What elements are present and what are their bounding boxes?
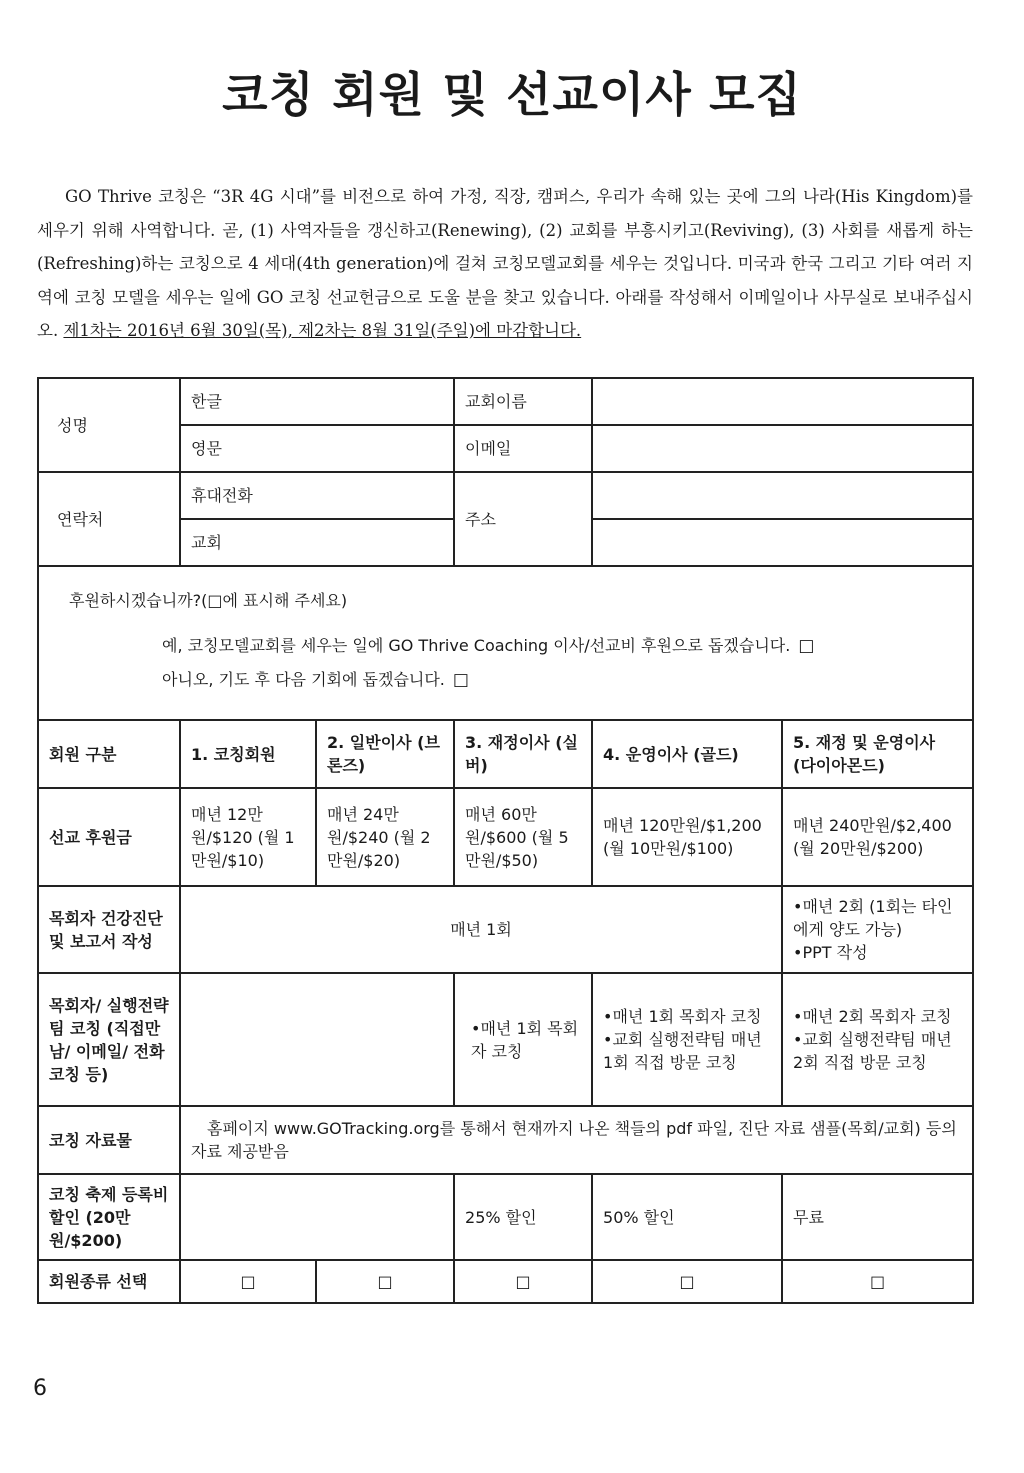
coaching-tier-3	[454, 973, 592, 1106]
tier-4-name: 4. 운영이사 (골드)	[592, 720, 782, 788]
page-number: 6	[33, 1376, 47, 1401]
tier-3-name: 3. 재정이사 (실버)	[454, 720, 592, 788]
church-name-label: 교회이름	[454, 378, 592, 425]
support-section	[38, 566, 973, 720]
coaching-tier-5	[782, 973, 973, 1106]
coaching-tier-4-item: •교회 실행전략팀 매년 1회 직접 방문 코칭	[603, 1030, 762, 1072]
row-label-coaching: 목회자/ 실행전략팀 코칭 (직접만남/ 이메일/ 전화 코칭 등)	[38, 973, 180, 1106]
festival-tier-5: 무료	[782, 1174, 973, 1260]
korean-name-label: 한글	[191, 392, 222, 411]
tier-5-name: 5. 재정 및 운영이사 (다이아몬드)	[782, 720, 973, 788]
address-field-line1[interactable]	[592, 472, 973, 519]
row-label-donation: 선교 후원금	[38, 788, 180, 886]
support-yes-option	[49, 634, 962, 658]
row-label-diagnosis: 목회자 건강진단 및 보고서 작성	[38, 886, 180, 973]
coaching-tier-5-item: •매년 2회 목회자 코칭	[793, 1007, 952, 1026]
row-label-type: 회원 구분	[38, 720, 180, 788]
address-field-line2[interactable]	[592, 519, 973, 566]
festival-tier-4: 50% 할인	[592, 1174, 782, 1260]
diagnosis-tier-5-item: •PPT 작성	[793, 943, 868, 962]
festival-tier-3: 25% 할인	[454, 1174, 592, 1260]
support-no-option	[49, 668, 962, 692]
festival-tier-1-2	[180, 1174, 454, 1260]
diagnosis-tier-5	[782, 886, 973, 973]
mobile-label: 휴대전화	[191, 486, 253, 505]
coaching-tier-4	[592, 973, 782, 1106]
intro-text: GO Thrive 코칭은 “3R 4G 시대”를 비전으로 하여 가정, 직장, 캠퍼스, 우리가 속해 있는 곳에 그의 나라(His Kingdom)를 세우기 위해 사역합니다. 곧, (1) 사역자들을 갱신하고(Renewing), (2) 교회를 부흥시키고(Reviving), (3) 사회를 새롭게 하는(Refreshing)하는 코칭으로 4 세대(4th generation)에 걸쳐 코칭모델교회를 세우는 것입니다. 미국과 한국 그리고 기타 여러 지역에 코칭 모델을 세우는 일에 GO 코칭 선교헌금으로 도울 분을 찾고 있습니다. 아래를 작성해서 이메일이나 사무실로 보내주십시오.	[37, 187, 973, 340]
mobile-field[interactable]	[180, 472, 454, 519]
name-label: 성명	[38, 378, 180, 472]
email-field[interactable]	[592, 425, 973, 472]
church-phone-field[interactable]	[180, 519, 454, 566]
address-label: 주소	[454, 472, 592, 566]
email-label: 이메일	[454, 425, 592, 472]
diagnosis-tier-5-item: •매년 2회 (1회는 타인에게 양도 가능)	[793, 897, 953, 939]
english-name-label: 영문	[191, 439, 222, 458]
select-tier-3-checkbox[interactable]: □	[454, 1260, 592, 1303]
tier-3-donation: 매년 60만원/$600 (월 5만원/$50)	[454, 788, 592, 886]
row-label-materials: 코칭 자료물	[38, 1106, 180, 1174]
row-label-festival: 코칭 축제 등록비 할인 (20만원/$200)	[38, 1174, 180, 1260]
deadline-text: 제1차는 2016년 6월 30일(목), 제2차는 8월 31일(주일)에 마감합니다.	[63, 321, 582, 340]
tier-1-name: 1. 코칭회원	[180, 720, 316, 788]
coaching-tier-4-item: •매년 1회 목회자 코칭	[603, 1007, 762, 1026]
tier-1-donation: 매년 12만원/$120 (월 1만원/$10)	[180, 788, 316, 886]
support-no-text: 아니오, 기도 후 다음 기회에 돕겠습니다.	[162, 669, 445, 689]
select-tier-2-checkbox[interactable]: □	[316, 1260, 454, 1303]
tier-4-donation: 매년 120만원/$1,200 (월 10만원/$100)	[592, 788, 782, 886]
materials-text: 홈페이지 www.GOTracking.org를 통해서 현재까지 나온 책들의 pdf 파일, 진단 자료 샘플(목회/교회) 등의 자료 제공받음	[180, 1106, 973, 1174]
english-name-field[interactable]	[180, 425, 454, 472]
contact-label: 연락처	[38, 472, 180, 566]
tier-5-donation: 매년 240만원/$2,400 (월 20만원/$200)	[782, 788, 973, 886]
application-form	[37, 377, 974, 1304]
tier-2-donation: 매년 24만원/$240 (월 2만원/$20)	[316, 788, 454, 886]
select-tier-4-checkbox[interactable]: □	[592, 1260, 782, 1303]
coaching-tier-3-item: •매년 1회 목회자 코칭	[471, 1018, 579, 1061]
coaching-tier-1-2	[180, 973, 454, 1106]
korean-name-field[interactable]	[180, 378, 454, 425]
intro-paragraph	[37, 180, 973, 348]
select-tier-1-checkbox[interactable]: □	[180, 1260, 316, 1303]
tier-2-name: 2. 일반이사 (브론즈)	[316, 720, 454, 788]
row-label-select: 회원종류 선택	[38, 1260, 180, 1303]
support-question: 후원하시겠습니까?(□에 표시해 주세요)	[69, 590, 348, 610]
diagnosis-common: 매년 1회	[180, 886, 782, 973]
church-phone-label: 교회	[191, 533, 222, 552]
support-no-checkbox[interactable]: □	[452, 669, 469, 690]
page-title: 코칭 회원 및 선교이사 모집	[222, 68, 802, 123]
church-name-field[interactable]	[592, 378, 973, 425]
support-yes-text: 예, 코칭모델교회를 세우는 일에 GO Thrive Coaching 이사/선교비 후원으로 돕겠습니다.	[162, 635, 791, 655]
select-tier-5-checkbox[interactable]: □	[782, 1260, 973, 1303]
coaching-tier-5-item: •교회 실행전략팀 매년 2회 직접 방문 코칭	[793, 1030, 952, 1072]
support-yes-checkbox[interactable]: □	[798, 635, 815, 656]
